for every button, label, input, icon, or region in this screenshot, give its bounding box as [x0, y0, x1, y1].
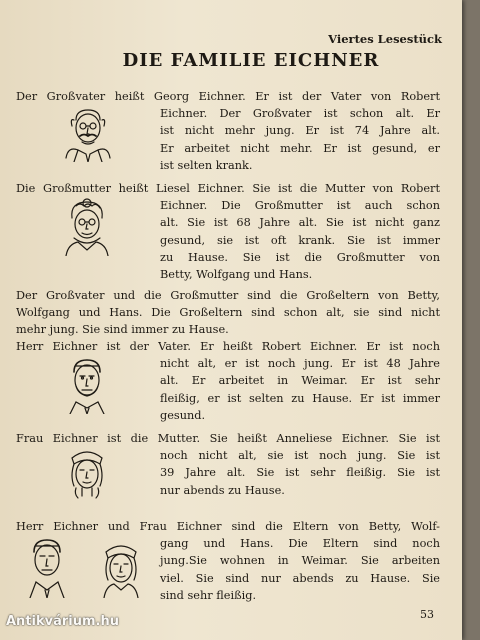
- text-line: viel. Sie sind nur abends zu Hause. Sie: [160, 571, 440, 585]
- text-line: nur abends zu Hause.: [160, 483, 285, 497]
- text-line: Der Großvater heißt Georg Eichner. Er ist der Vater von Robert: [16, 90, 440, 103]
- text-line: nicht alt, er ist noch jung. Er ist 48 Jahre: [160, 357, 440, 371]
- text-line: gesund, sie ist oft krank. Sie ist immer: [160, 233, 440, 247]
- text-line: ist nicht mehr jung. Er ist 74 Jahre alt.: [160, 124, 440, 138]
- text-line: Frau Eichner ist die Mutter. Sie heißt Anneliese Eichner. Sie ist: [16, 432, 440, 445]
- paragraph-parents: [16, 518, 440, 604]
- text-line: noch nicht alt, sie ist noch jung. Sie ist: [160, 449, 440, 463]
- text-line: Der Großvater und die Großmutter sind die Großeltern von Betty,: [16, 289, 440, 302]
- text-line: alt. Er arbeitet in Weimar. Er ist sehr: [160, 374, 440, 388]
- text-line: Betty, Wolfgang und Hans.: [160, 268, 313, 282]
- mother-illustration: [62, 446, 112, 502]
- text-line: 39 Jahre alt. Sie ist sehr fleißig. Sie ist: [160, 466, 440, 480]
- text-line: ist selten krank.: [160, 158, 253, 172]
- text-line: gesund.: [160, 408, 206, 422]
- parents-father-illustration: [24, 536, 70, 598]
- text-line: Die Großmutter heißt Liesel Eichner. Sie ist die Mutter von Robert: [16, 182, 440, 195]
- text-line: mehr jung. Sie sind immer zu Hause.: [16, 323, 229, 337]
- text-line: Herr Eichner ist der Vater. Er heißt Robert Eichner. Er ist noch: [16, 340, 440, 353]
- text-line: Herr Eichner und Frau Eichner sind die Eltern von Betty, Wolf-: [16, 520, 440, 533]
- paragraph-grandparents: [16, 287, 440, 339]
- father-illustration: [64, 356, 110, 414]
- text-line: zu Hause. Sie ist die Großmutter von: [160, 250, 440, 264]
- text-line: sind sehr fleißig.: [160, 588, 257, 602]
- grandfather-illustration: [64, 106, 112, 162]
- page-title: DIE FAMILIE EICHNER: [122, 50, 380, 71]
- text-line: gang und Hans. Die Eltern sind noch: [160, 537, 440, 551]
- text-line: jung.Sie wohnen in Weimar. Sie arbeiten: [160, 554, 440, 568]
- parents-mother-illustration: [96, 540, 146, 598]
- text-line: alt. Sie ist 68 Jahre alt. Sie ist nicht ganz: [160, 216, 440, 230]
- text-line: Er arbeitet nicht mehr. Er ist gesund, er: [160, 141, 440, 155]
- text-line: fleißig, er ist selten zu Hause. Er ist immer: [160, 391, 440, 405]
- section-header: Viertes Lesestück: [328, 32, 442, 46]
- watermark: Antikvárium.hu: [6, 614, 119, 629]
- text-line: Eichner. Die Großmutter ist auch schon: [160, 199, 440, 213]
- grandmother-illustration: [62, 198, 112, 256]
- text-line: Wolfgang und Hans. Die Großeltern sind schon alt, sie sind nicht: [16, 306, 440, 320]
- page-number: 53: [420, 608, 434, 621]
- text-line: Eichner. Der Großvater ist schon alt. Er: [160, 107, 440, 121]
